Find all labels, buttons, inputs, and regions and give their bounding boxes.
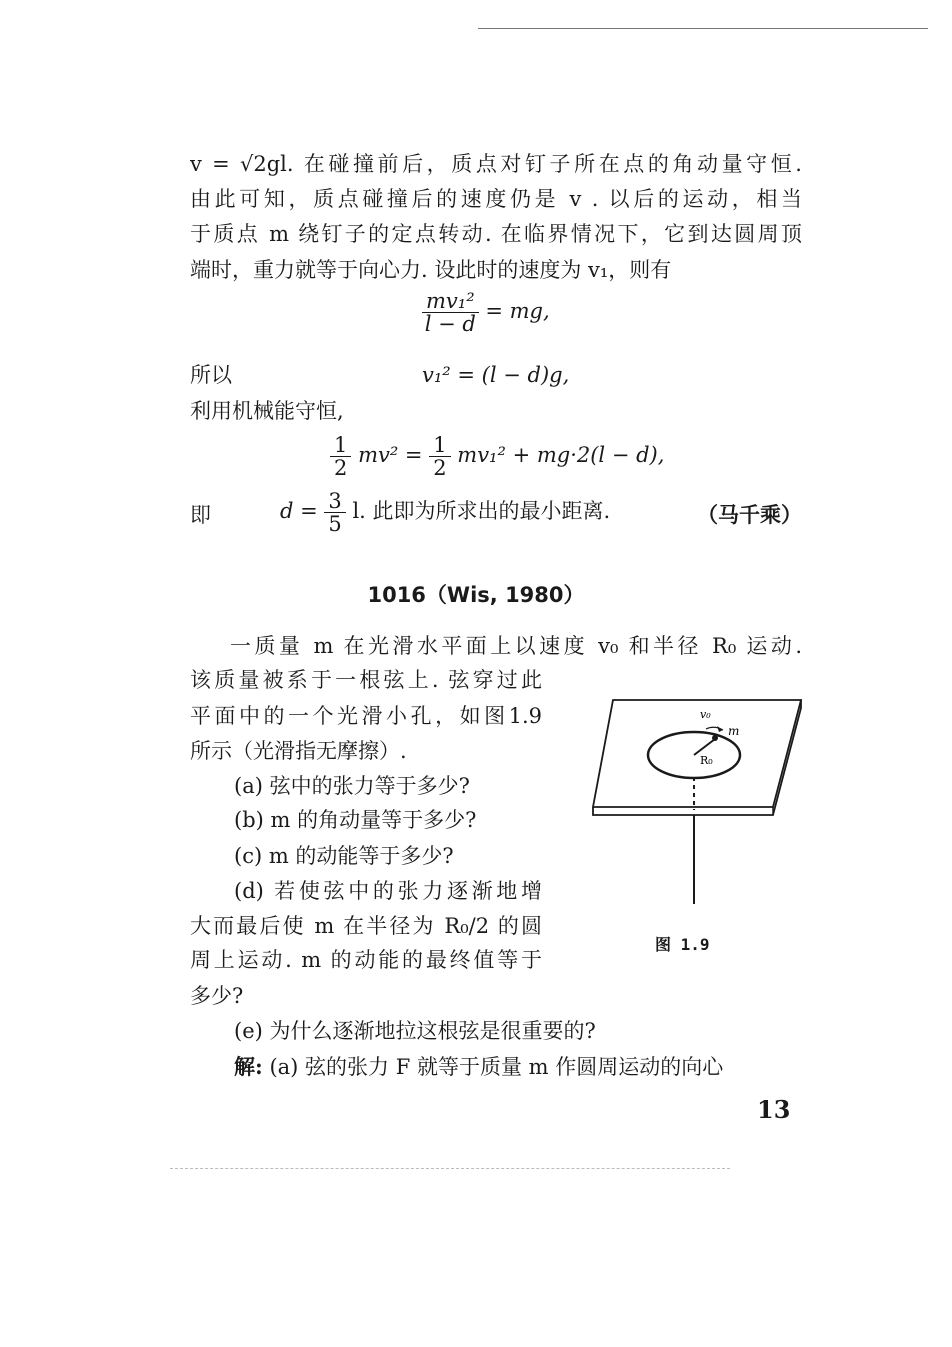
question-d-line-4: 多少?	[190, 984, 244, 1008]
equation-4-conclusion: l. 此即为所求出的最小距离.	[352, 499, 611, 523]
problem-line-4: 所示（光滑指无摩擦）.	[190, 739, 407, 763]
page-number: 13	[757, 1095, 791, 1124]
label-R0: R₀	[700, 754, 713, 767]
question-a: (a) 弦中的张力等于多少?	[234, 774, 470, 798]
half-denominator: 2	[433, 456, 447, 480]
author-credit: （马千乘）	[697, 502, 802, 527]
equation-4	[280, 490, 610, 535]
equation-3-term-1: mv² =	[358, 443, 423, 467]
figure-caption: 图 1.9	[655, 935, 710, 954]
question-d-line-1: (d) 若使弦中的张力逐渐地增	[234, 879, 542, 903]
equation-1-numerator: mv₁²	[422, 290, 479, 313]
paragraph-line-1: v = √2gl. 在碰撞前后，质点对钉子所在点的角动量守恒.	[190, 152, 802, 176]
equation-1-rhs: = mg,	[485, 299, 550, 323]
question-d-line-3: 周上运动. m 的动能的最终值等于	[190, 948, 542, 972]
equation-4-denominator: 5	[328, 512, 342, 536]
equation-1-fraction	[422, 290, 479, 335]
equation-3-term-2: mv₁² + mg·2(l − d),	[457, 443, 665, 467]
problem-line-2: 该质量被系于一根弦上. 弦穿过此	[190, 668, 542, 692]
suoyi-label: 所以	[190, 363, 232, 387]
equation-1	[422, 290, 550, 335]
equation-3-half-a	[330, 434, 351, 479]
half-numerator: 1	[429, 434, 450, 457]
equation-4-lhs: d =	[280, 499, 318, 523]
problem-line-1: 一质量 m 在光滑水平面上以速度 v₀ 和半径 R₀ 运动.	[230, 634, 802, 658]
equation-3-half-b	[429, 434, 450, 479]
solution-label: 解:	[234, 1054, 263, 1079]
figure-1-9-diagram	[588, 692, 808, 912]
solution-text: (a) 弦的张力 F 就等于质量 m 作圆周运动的向心	[269, 1055, 724, 1079]
problem-line-3: 平面中的一个光滑小孔，如图1.9	[190, 704, 542, 728]
problem-heading: 1016（Wis, 1980）	[367, 583, 585, 607]
footer-rule	[170, 1168, 730, 1169]
question-b: (b) m 的角动量等于多少?	[234, 808, 477, 832]
header-rule	[478, 28, 928, 29]
paragraph-line-4: 端时，重力就等于向心力. 设此时的速度为 v₁，则有	[190, 258, 672, 282]
radius-line	[694, 739, 715, 755]
equation-2: v₁² = (l − d)g,	[422, 363, 570, 387]
half-denominator: 2	[334, 456, 348, 480]
half-numerator: 1	[330, 434, 351, 457]
equation-4-fraction	[324, 490, 345, 535]
equation-4-numerator: 3	[324, 490, 345, 513]
equation-1-denominator: l − d	[424, 312, 476, 336]
plane-edge	[593, 700, 801, 815]
label-v0: v₀	[700, 708, 711, 721]
question-e: (e) 为什么逐渐地拉这根弦是很重要的?	[234, 1019, 596, 1043]
equation-3	[330, 434, 664, 479]
question-c: (c) m 的动能等于多少?	[234, 844, 454, 868]
paragraph-line-2: 由此可知，质点碰撞后的速度仍是 v . 以后的运动，相当	[190, 187, 802, 211]
label-m: m	[728, 724, 740, 738]
question-d-line-2: 大而最后使 m 在半径为 R₀/2 的圆	[190, 914, 542, 938]
ji-label: 即	[190, 503, 211, 527]
energy-conservation-text: 利用机械能守恒,	[190, 399, 344, 423]
mass-point	[712, 735, 718, 741]
paragraph-line-3: 于质点 m 绕钉子的定点转动. 在临界情况下，它到达圆周顶	[190, 222, 802, 246]
solution-line	[234, 1053, 802, 1081]
